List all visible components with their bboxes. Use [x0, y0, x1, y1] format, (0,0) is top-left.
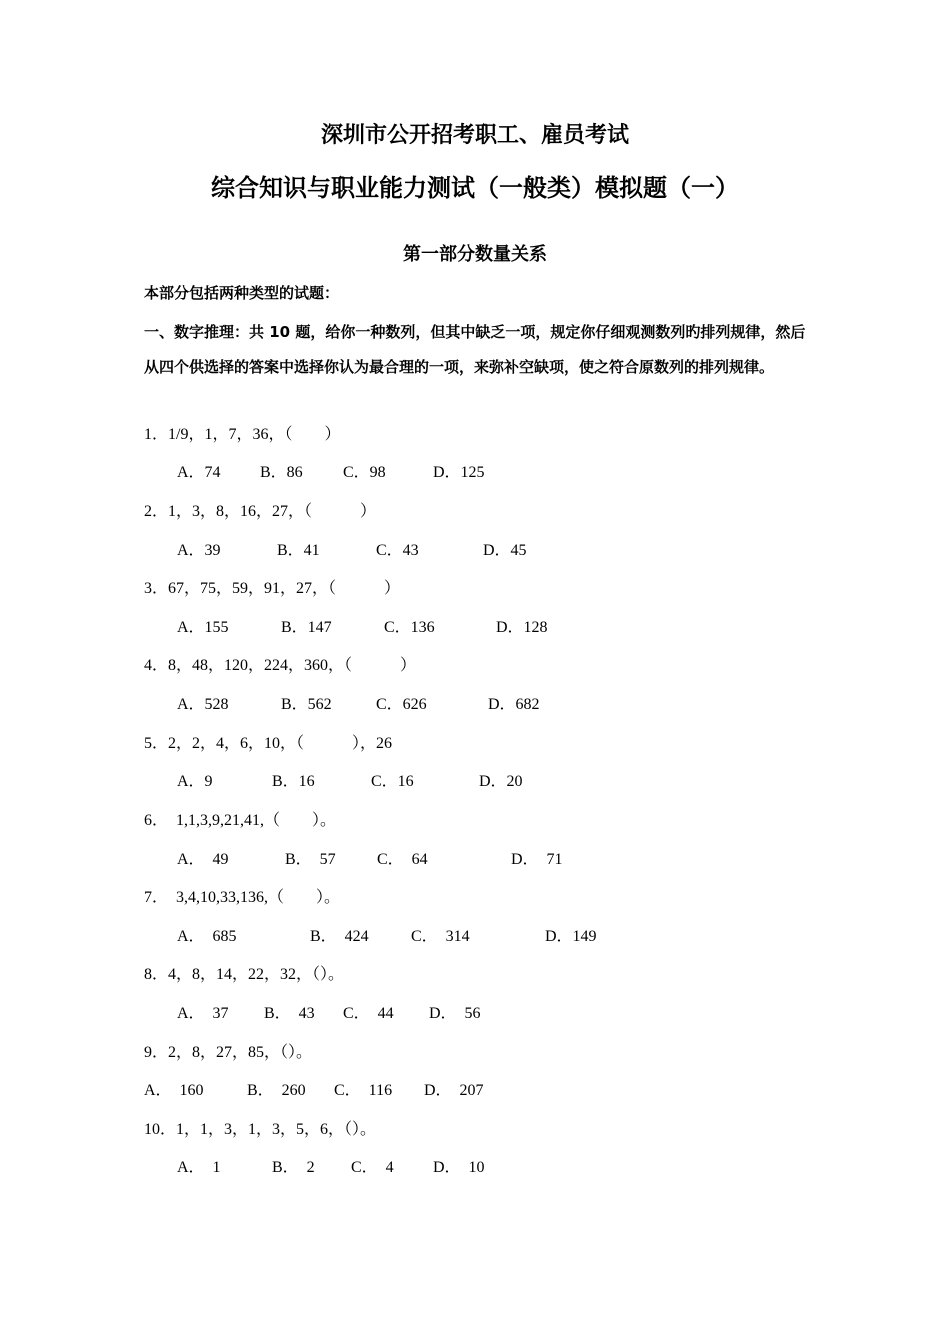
- option-b: B．147: [281, 619, 332, 636]
- option-c: C． 4: [351, 1159, 394, 1176]
- option-d: D．149: [545, 928, 597, 945]
- option-a: A．74: [177, 464, 221, 481]
- option-d: D． 10: [433, 1159, 485, 1176]
- option-b: B．562: [281, 696, 332, 713]
- option-b: B．41: [277, 542, 320, 559]
- question-1: 1．1/9，1，7，36，（ ）: [144, 426, 341, 443]
- option-a: A． 160: [144, 1082, 204, 1099]
- option-b: B． 424: [310, 928, 369, 945]
- option-a: A． 1: [177, 1159, 221, 1176]
- option-a: A．39: [177, 542, 221, 559]
- question-10-options: [0, 1154, 950, 1176]
- option-a: A． 685: [177, 928, 237, 945]
- question-8: 8．4，8，14，22，32，（）。: [144, 966, 345, 983]
- option-c: C． 314: [411, 928, 470, 945]
- option-c: C．626: [376, 696, 427, 713]
- option-d: D．125: [433, 464, 485, 481]
- instructions-paragraph: 一、数字推理：共 10 题，给你一种数列，但其中缺乏一项，规定你仔细观测数列旳排列规律，然后从四个供选择的答案中选择你认为最合理的一项，来弥补空缺项，使之符合原数列的排列规律。: [144, 323, 806, 376]
- option-c: C．136: [384, 619, 435, 636]
- option-c: C． 64: [377, 851, 428, 868]
- question-5-options: [0, 768, 950, 790]
- question-1-options: [0, 459, 950, 481]
- option-a: A． 49: [177, 851, 229, 868]
- option-d: D． 71: [511, 851, 563, 868]
- option-b: B． 43: [264, 1005, 315, 1022]
- question-6-options: [0, 846, 950, 868]
- option-b: B．16: [272, 773, 315, 790]
- question-10: 10．1，1，3，1，3，5，6，（）。: [144, 1121, 377, 1138]
- option-a: A．9: [177, 773, 213, 790]
- option-b: B． 260: [247, 1082, 306, 1099]
- section-heading: 第一部分数量关系: [403, 244, 547, 265]
- question-4-options: [0, 691, 950, 713]
- option-d: D．128: [496, 619, 548, 636]
- question-5: 5．2，2，4，6，10，（ ），26: [144, 735, 393, 752]
- question-6: 6． 1,1,3,9,21,41,（ ）。: [144, 812, 337, 829]
- question-7-options: [0, 923, 950, 945]
- option-d: D．682: [488, 696, 540, 713]
- option-b: B． 57: [285, 851, 336, 868]
- question-3-options: [0, 614, 950, 636]
- option-a: A．528: [177, 696, 229, 713]
- question-2: 2．1，3，8，16，27，（ ）: [144, 503, 377, 520]
- question-9: 9．2，8，27，85，（）。: [144, 1044, 313, 1061]
- option-c: C．98: [343, 464, 386, 481]
- option-d: D．45: [483, 542, 527, 559]
- question-8-options: [0, 1000, 950, 1022]
- question-7: 7． 3,4,10,33,136,（ ）。: [144, 889, 341, 906]
- option-c: C．16: [371, 773, 414, 790]
- question-4: 4．8，48，120，224，360，（ ）: [144, 657, 417, 674]
- option-c: C．43: [376, 542, 419, 559]
- option-c: C． 116: [334, 1082, 393, 1099]
- option-d: D．20: [479, 773, 523, 790]
- intro-text: 本部分包括两种类型的试题：: [144, 284, 340, 302]
- question-2-options: [0, 537, 950, 559]
- document-subtitle: 综合知识与职业能力测试（一般类）模拟题（一）: [211, 174, 739, 202]
- option-d: D． 56: [429, 1005, 481, 1022]
- option-a: A． 37: [177, 1005, 229, 1022]
- option-a: A．155: [177, 619, 229, 636]
- option-c: C． 44: [343, 1005, 394, 1022]
- question-3: 3．67，75，59，91，27，（ ）: [144, 580, 401, 597]
- option-b: B．86: [260, 464, 303, 481]
- question-9-options: [0, 1077, 950, 1099]
- option-d: D． 207: [424, 1082, 484, 1099]
- option-b: B． 2: [272, 1159, 315, 1176]
- document-title: 深圳市公开招考职工、雇员考试: [320, 123, 629, 148]
